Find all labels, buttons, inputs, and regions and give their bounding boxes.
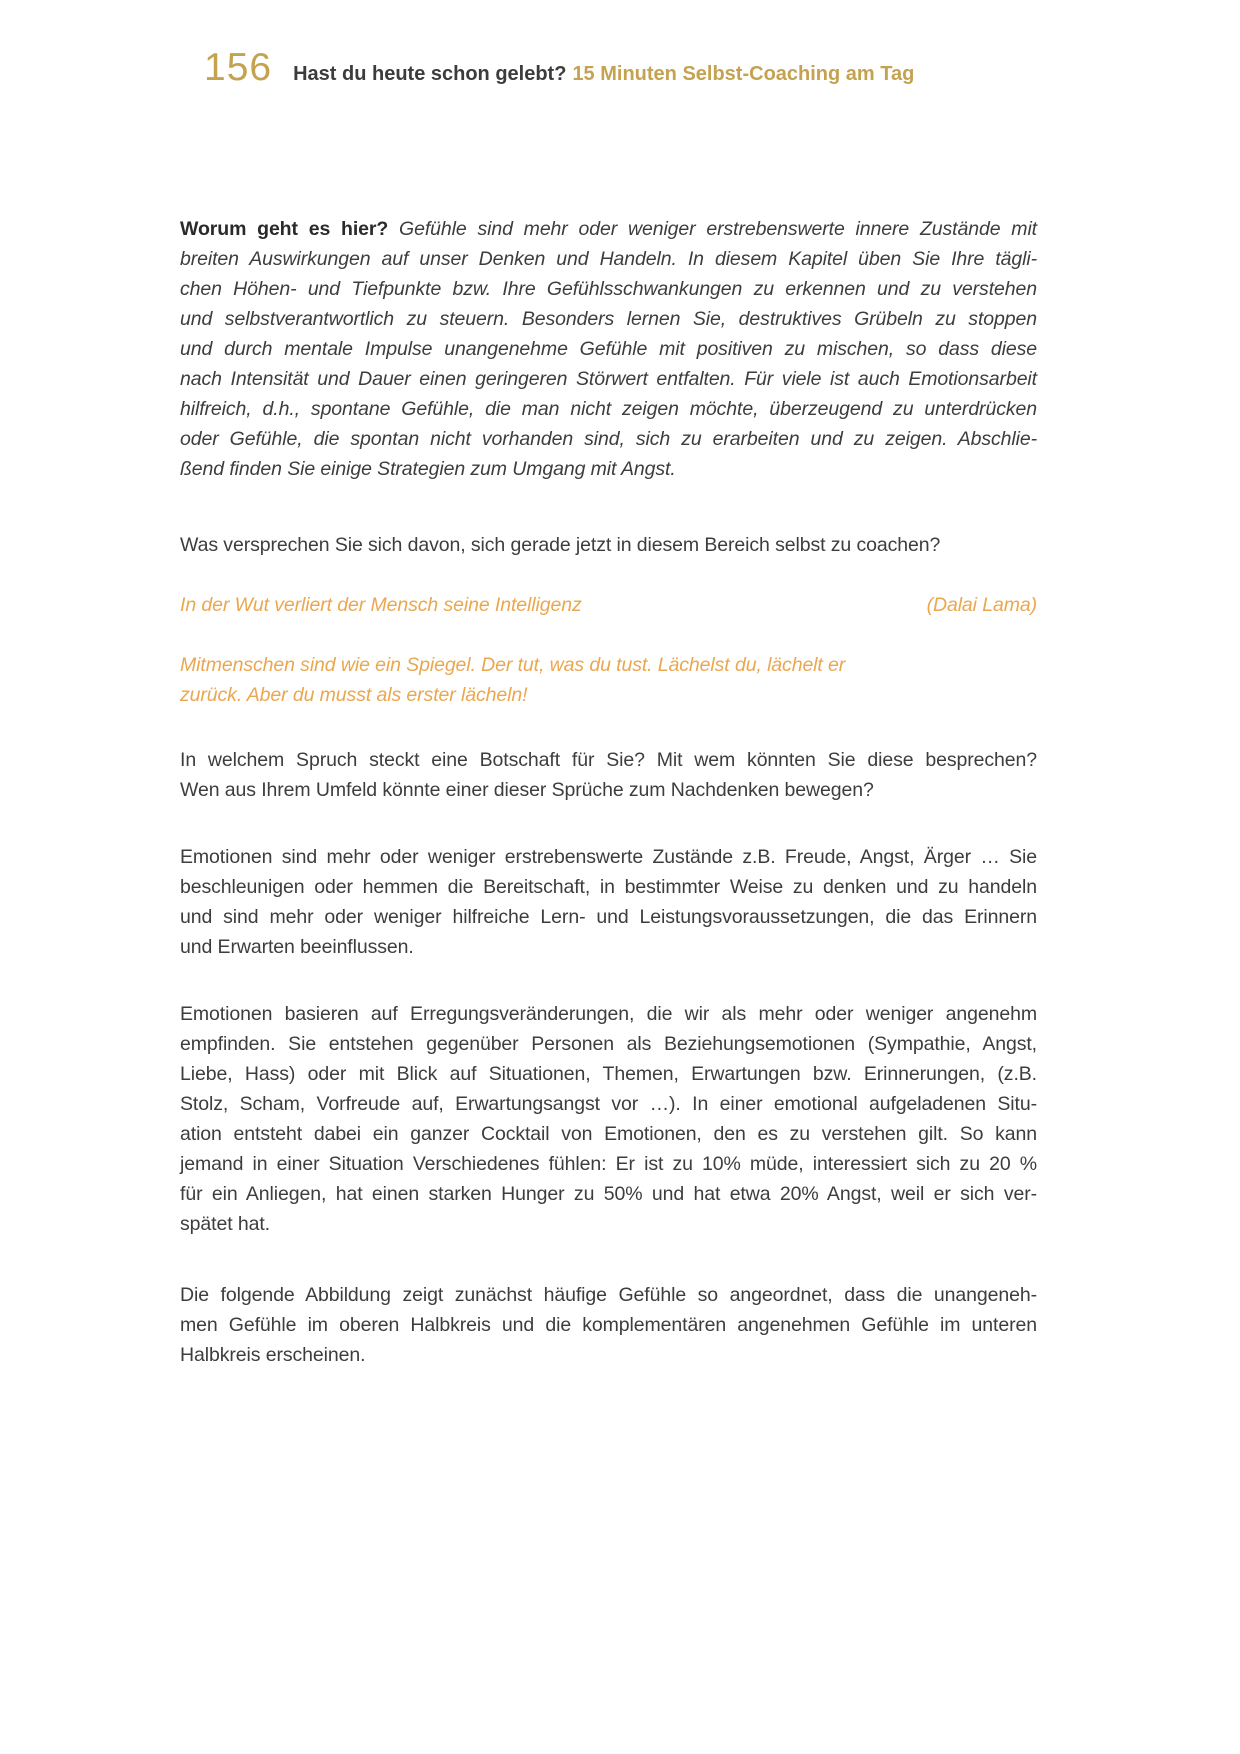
text-line: Liebe, Hass) oder mit Blick auf Situationen, Themen, Erwartungen bzw. Erinnerungen, (z.B. bbox=[180, 1063, 1037, 1085]
quote-line: Mitmenschen sind wie ein Spiegel. Der tut, was du tust. Lächelst du, lächelt er bbox=[180, 654, 846, 676]
text-line: Stolz, Scham, Vorfreude auf, Erwartungsangst vor …). In einer emotional aufgeladenen Situ- bbox=[180, 1093, 1037, 1115]
intro-lead: Worum geht es hier? bbox=[180, 218, 389, 240]
quote-line: zurück. Aber du musst als erster lächeln! bbox=[180, 684, 528, 706]
text-line: spätet hat. bbox=[180, 1213, 270, 1235]
text-line: jemand in einer Situation Verschiedenes fühlen: Er ist zu 10% müde, interessiert sich zu 20 % bbox=[180, 1153, 1037, 1175]
chapter-title: Hast du heute schon gelebt? bbox=[293, 63, 567, 85]
text-line: In welchem Spruch steckt eine Botschaft für Sie? Mit wem könnten Sie diese besprechen? bbox=[180, 749, 1037, 771]
spruch-question-paragraph bbox=[180, 745, 1037, 805]
text-line: und Erwarten beeinflussen. bbox=[180, 936, 414, 958]
page-content bbox=[180, 0, 1037, 1754]
text-line: breiten Auswirkungen auf unser Denken und Handeln. In diesem Kapitel üben Sie Ihre tägli- bbox=[180, 248, 1037, 270]
text-line: nach Intensität und Dauer einen geringeren Störwert entfalten. Für viele ist auch Emotionsarbeit bbox=[180, 368, 1037, 390]
text-line: und selbstverantwortlich zu steuern. Besonders lernen Sie, destruktives Grübeln zu stoppen bbox=[180, 308, 1037, 330]
quote-mirror bbox=[180, 650, 1037, 710]
text-line: empfinden. Sie entstehen gegenüber Personen als Beziehungsemotionen (Sympathie, Angst, bbox=[180, 1033, 1037, 1055]
emotions-arousal-paragraph bbox=[180, 999, 1037, 1239]
figure-intro-paragraph bbox=[180, 1280, 1037, 1370]
text-line: Emotionen basieren auf Erregungsveränderungen, die wir als mehr oder weniger angenehm bbox=[180, 1003, 1037, 1025]
text-line: oder Gefühle, die spontan nicht vorhanden sind, sich zu erarbeiten und zu zeigen. Abschlie- bbox=[180, 428, 1037, 450]
intro-line: Gefühle sind mehr oder weniger erstrebenswerte innere Zustände mit bbox=[399, 218, 1037, 240]
page-number: 156 bbox=[204, 46, 273, 89]
book-subtitle: 15 Minuten Selbst-Coaching am Tag bbox=[572, 63, 915, 85]
intro-paragraph bbox=[180, 214, 1037, 484]
text-line: chen Höhen- und Tiefpunkte bzw. Ihre Gefühlsschwankungen zu erkennen und zu verstehen bbox=[180, 278, 1037, 300]
coaching-question bbox=[180, 530, 1037, 560]
text-line bbox=[180, 214, 1037, 244]
text-line: und durch mentale Impulse unangenehme Gefühle mit positiven zu mischen, so dass diese bbox=[180, 338, 1037, 360]
text-line: ation entsteht dabei ein ganzer Cocktail von Emotionen, den es zu verstehen gilt. So kann bbox=[180, 1123, 1037, 1145]
text-line: men Gefühle im oberen Halbkreis und die komplementären angenehmen Gefühle im unteren bbox=[180, 1314, 1037, 1336]
text-line: und sind mehr oder weniger hilfreiche Lern- und Leistungsvoraussetzungen, die das Erinnern bbox=[180, 906, 1037, 928]
text-line: für ein Anliegen, hat einen starken Hunger zu 50% und hat etwa 20% Angst, weil er sich ver- bbox=[180, 1183, 1037, 1205]
text-line: Wen aus Ihrem Umfeld könnte einer dieser Sprüche zum Nachdenken bewegen? bbox=[180, 779, 874, 801]
quote-line bbox=[180, 590, 1037, 620]
emotions-definition-paragraph bbox=[180, 842, 1037, 962]
quote-text: In der Wut verliert der Mensch seine Intelligenz bbox=[180, 594, 582, 616]
quote-dalai-lama bbox=[180, 590, 1037, 620]
text-line: Die folgende Abbildung zeigt zunächst häufige Gefühle so angeordnet, dass die unangeneh- bbox=[180, 1284, 1037, 1306]
quote-attribution: (Dalai Lama) bbox=[926, 594, 1037, 616]
text-line: ßend finden Sie einige Strategien zum Umgang mit Angst. bbox=[180, 458, 676, 480]
text-line: Emotionen sind mehr oder weniger erstrebenswerte Zustände z.B. Freude, Angst, Ärger … Sie bbox=[180, 846, 1037, 868]
text-line: Was versprechen Sie sich davon, sich gerade jetzt in diesem Bereich selbst zu coachen? bbox=[180, 534, 941, 556]
text-line: Halbkreis erscheinen. bbox=[180, 1344, 366, 1366]
text-line: beschleunigen oder hemmen die Bereitschaft, in bestimmter Weise zu denken und zu handeln bbox=[180, 876, 1037, 898]
text-line: hilfreich, d.h., spontane Gefühle, die man nicht zeigen möchte, überzeugend zu unterdrücken bbox=[180, 398, 1037, 420]
